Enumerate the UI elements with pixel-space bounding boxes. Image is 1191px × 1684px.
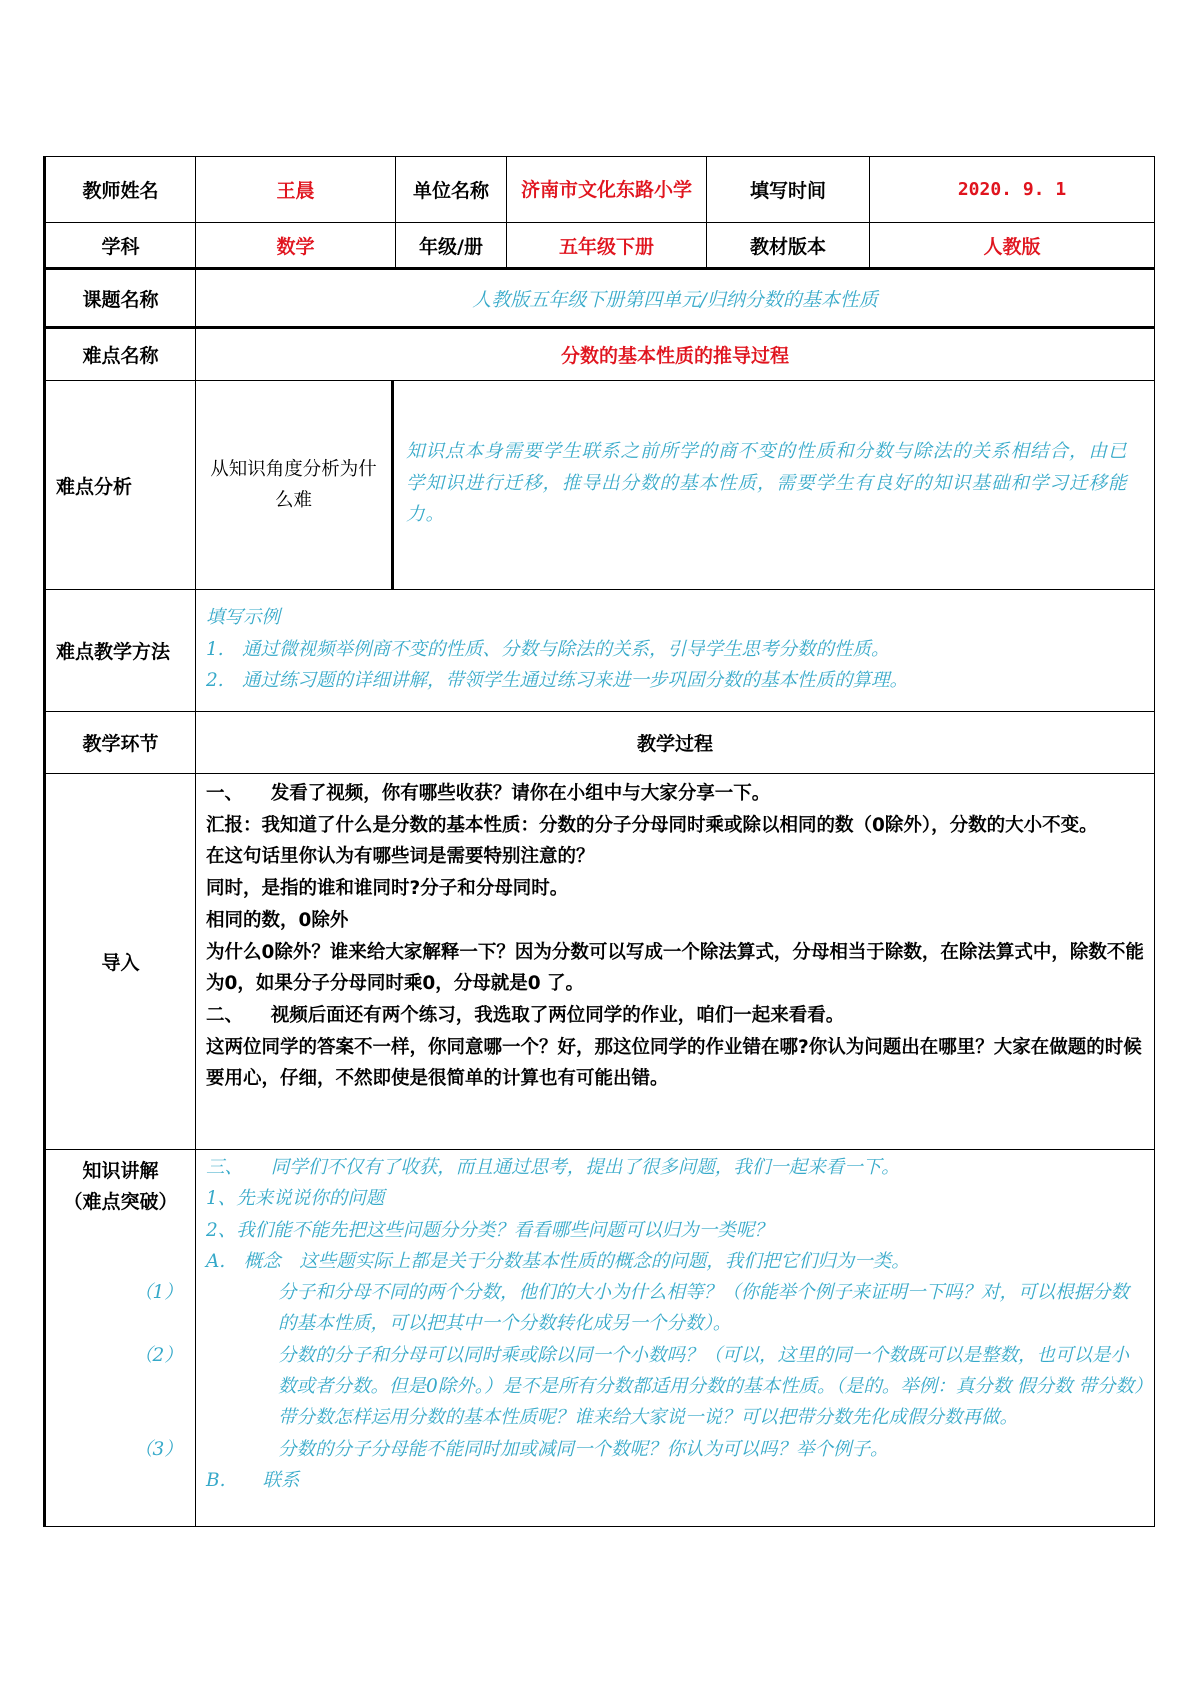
knowledge-line: 三、 同学们不仅有了收获，而且通过思考，提出了很多问题，我们一起来看一下。 <box>206 1157 900 1178</box>
knowledge-item <box>134 1277 1146 1340</box>
difficulty-value: 分数的基本性质的推导过程 <box>196 328 1155 381</box>
method-item <box>206 665 1144 697</box>
method-cell <box>196 590 1155 712</box>
teacher-value: 王晨 <box>196 157 396 223</box>
analysis-cell <box>196 381 1155 590</box>
unit-value: 济南市文化东路小学 <box>507 157 707 223</box>
analysis-row <box>45 381 1155 590</box>
intro-cell <box>196 774 1155 1150</box>
intro-line: 一、 发看了视频，你有哪些收获？请你在小组中与大家分享一下。 <box>206 783 771 804</box>
intro-line: 汇报：我知道了什么是分数的基本性质：分数的分子分母同时乘或除以相同的数（0除外），分数的大小不变。 <box>206 814 1098 836</box>
knowledge-line: 2、我们能不能先把这些问题分分类？看看哪些问题可以归为一类呢？ <box>206 1219 773 1241</box>
difficulty-row <box>45 328 1155 381</box>
method-item-number: 1. <box>206 638 224 660</box>
subject-label: 学科 <box>45 223 196 269</box>
edition-value: 人教版 <box>870 223 1155 269</box>
method-row <box>45 590 1155 712</box>
knowledge-label-line: 知识讲解 <box>82 1160 159 1182</box>
intro-line: 二、 视频后面还有两个练习，我选取了两位同学的作业，咱们一起来看看。 <box>206 1004 845 1026</box>
edition-label: 教材版本 <box>707 223 870 269</box>
teacher-label: 教师姓名 <box>45 157 196 223</box>
knowledge-item-number: （3） <box>134 1438 183 1460</box>
intro-line: 同时，是指的谁和谁同时?分子和分母同时。 <box>206 878 569 900</box>
method-example: 填写示例 <box>206 607 281 628</box>
knowledge-cell <box>134 1150 1155 1527</box>
intro-label: 导入 <box>45 774 196 1150</box>
method-item <box>206 634 1144 666</box>
knowledge-label-line: （难点突破） <box>63 1191 178 1213</box>
knowledge-item-extra: 带分数怎样运用分数的基本性质呢？谁来给大家说一说？可以把带分数先化成假分数再做。 <box>278 1407 1019 1429</box>
grade-value: 五年级下册 <box>507 223 707 269</box>
info-row-2 <box>45 223 1155 269</box>
intro-line: 在这句话里你认为有哪些词是需要特别注意的？ <box>206 846 595 868</box>
method-label: 难点教学方法 <box>45 590 196 712</box>
method-item-text: 通过微视频举例商不变的性质、分数与除法的关系，引导学生思考分数的性质。 <box>242 638 890 660</box>
unit-label: 单位名称 <box>396 157 507 223</box>
topic-value: 人教版五年级下册第四单元/归纳分数的基本性质 <box>196 269 1155 328</box>
intro-row <box>45 774 1155 1150</box>
topic-row <box>45 269 1155 328</box>
process-header-row <box>45 712 1155 774</box>
knowledge-line: B. 联系 <box>206 1469 300 1491</box>
intro-line: 为什么0除外？谁来给大家解释一下？因为分数可以写成一个除法算式，分母相当于除数，在除法算式中，除数不能为0，如果分子分母同时乘0，分母就是0 了。 <box>206 941 1144 995</box>
knowledge-item-text: 分数的分子分母能不能同时加或减同一个数呢？你认为可以吗？举个例子。 <box>278 1438 889 1460</box>
analysis-text: 知识点本身需要学生联系之前所学的商不变的性质和分数与除法的关系相结合，由已学知识进行迁移，推导出分数的基本性质，需要学生有良好的知识基础和学习迁移能力。 <box>406 441 1128 525</box>
difficulty-label: 难点名称 <box>45 328 196 381</box>
intro-line: 相同的数，0除外 <box>206 909 349 931</box>
method-item-number: 2. <box>206 670 224 691</box>
knowledge-item-text: 分数的分子和分母可以同时乘或除以同一个小数吗？（可以，这里的同一个数既可以是整数，也可以是小数或者分数。但是0除外。）是不是所有分数都适用分数的基本性质。（是的。举例：真分数 假分数 带分数） <box>278 1344 1153 1398</box>
grade-label: 年级/册 <box>396 223 507 269</box>
info-row-1 <box>45 157 1155 223</box>
lesson-design-table <box>43 156 1155 1527</box>
process-label: 教学环节 <box>45 712 196 774</box>
knowledge-item-number: （1） <box>134 1282 183 1304</box>
knowledge-line: A. 概念 这些题实际上都是关于分数基本性质的概念的问题，我们把它们归为一类。 <box>206 1250 910 1272</box>
process-value: 教学过程 <box>196 712 1155 774</box>
knowledge-row <box>45 1150 1155 1527</box>
method-item-text: 通过练习题的详细讲解，带领学生通过练习来进一步巩固分数的基本性质的算理。 <box>242 670 909 691</box>
analysis-label: 难点分析 <box>45 381 196 590</box>
knowledge-item <box>134 1434 1146 1465</box>
knowledge-item <box>134 1340 1153 1403</box>
subject-value: 数学 <box>196 223 396 269</box>
topic-label: 课题名称 <box>45 269 196 328</box>
date-label: 填写时间 <box>707 157 870 223</box>
date-value: 2020. 9. 1 <box>870 157 1155 223</box>
knowledge-label <box>45 1150 196 1527</box>
analysis-sub-label: 从知识角度分析为什么难 <box>196 381 394 589</box>
knowledge-item-number: （2） <box>134 1344 183 1366</box>
knowledge-item-text: 分子和分母不同的两个分数，他们的大小为什么相等？（你能举个例子来证明一下吗？对，可以根据分数的基本性质，可以把其中一个分数转化成另一个分数）。 <box>278 1282 1130 1335</box>
intro-line: 这两位同学的答案不一样，你同意哪一个？好，那这位同学的作业错在哪?你认为问题出在哪里？大家在做题的时候要用心，仔细，不然即使是很简单的计算也有可能出错。 <box>206 1036 1142 1090</box>
knowledge-line: 1、先来说说你的问题 <box>206 1188 385 1210</box>
